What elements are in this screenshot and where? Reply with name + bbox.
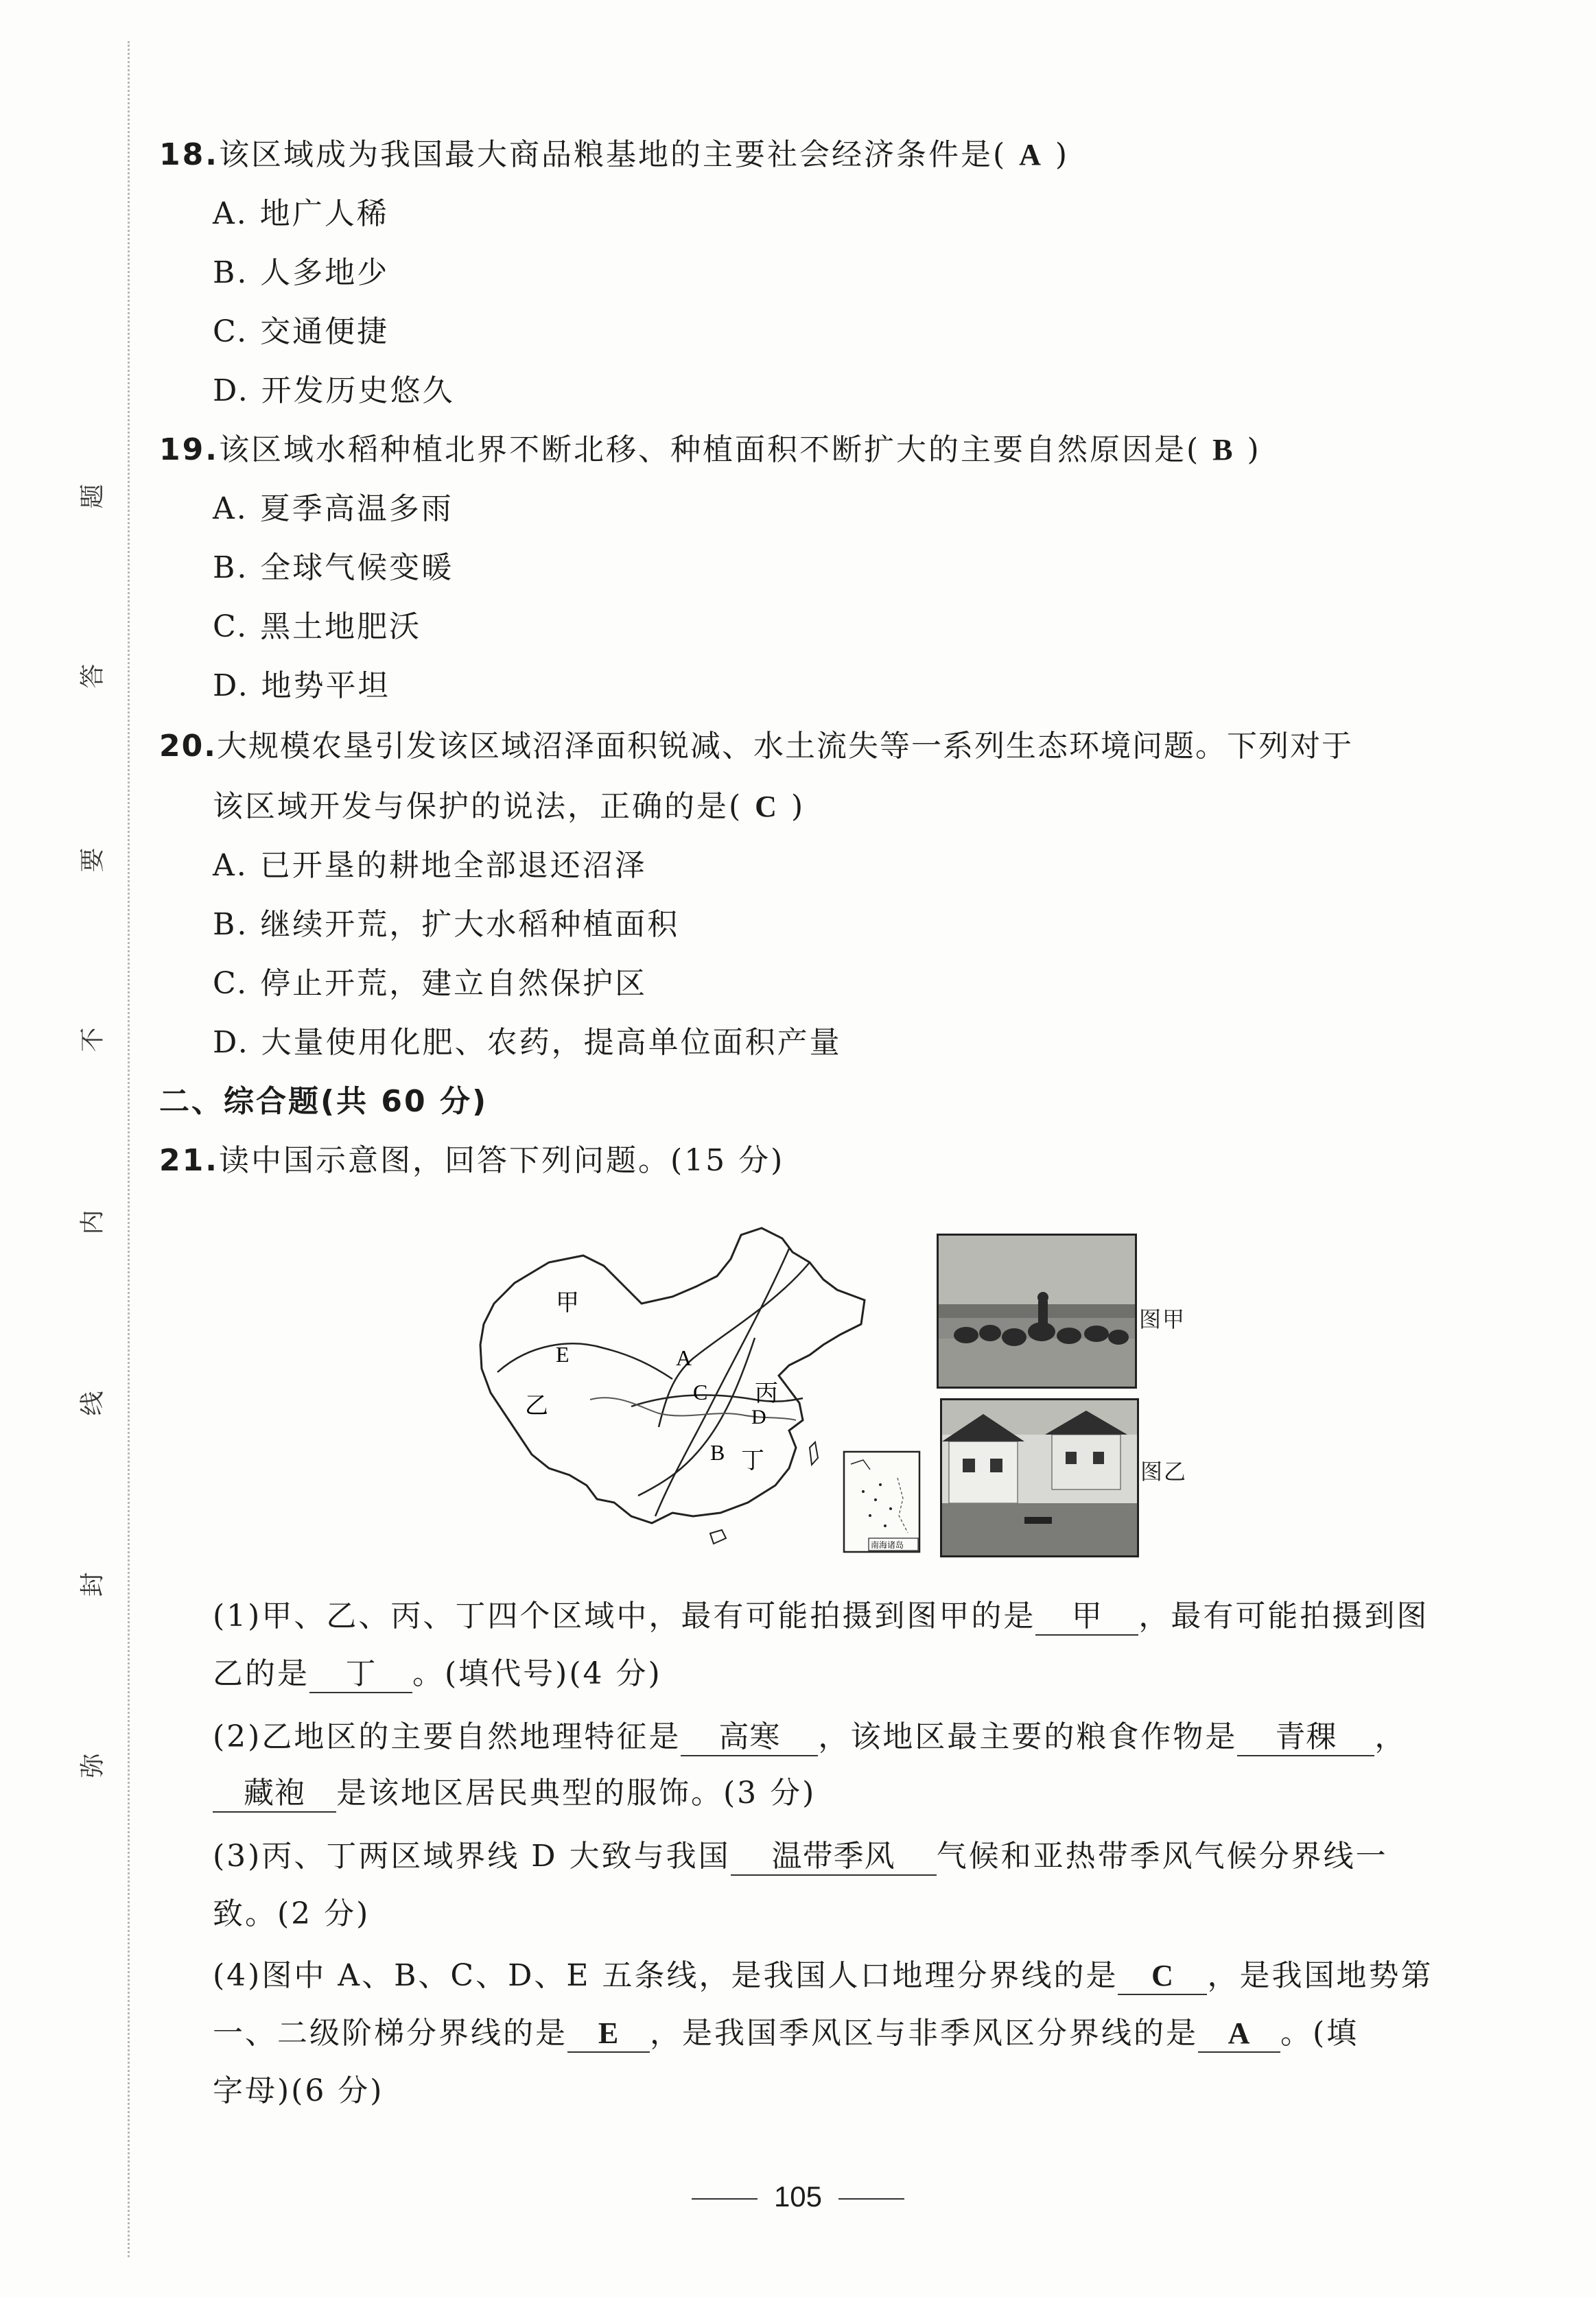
- q21-part1-line2: 乙的是 丁 。(填代号)(4 分): [213, 1653, 662, 1695]
- photo-yi-caption: 图乙: [1140, 1459, 1188, 1485]
- map-label-D: D: [751, 1406, 766, 1428]
- south-sea-inset-map: [843, 1450, 921, 1553]
- inset-label: 南海诸岛: [871, 1540, 904, 1550]
- q20-option-a: A. 已开垦的耕地全部退还沼泽: [213, 848, 647, 883]
- line-B: [638, 1338, 755, 1496]
- map-label-yi: 乙: [525, 1392, 548, 1420]
- q19-answer: B: [1212, 433, 1235, 467]
- photo-yi-water-town: [940, 1398, 1139, 1557]
- q18-answer: A: [1019, 138, 1043, 172]
- q21-part2-blank3: 藏袍: [213, 1776, 336, 1813]
- section-heading: 二、综合题(共 60 分): [159, 1084, 489, 1119]
- margin-char: 线: [78, 1391, 107, 1416]
- map-label-bing: 丙: [755, 1380, 778, 1407]
- map-label-C: C: [693, 1380, 708, 1404]
- q19-option-b: B. 全球气候变暖: [213, 550, 454, 585]
- q21-part3-blank1: 温带季风: [731, 1839, 937, 1876]
- q20-option-d: D. 大量使用化肥、农药，提高单位面积产量: [213, 1025, 842, 1060]
- margin-char: 要: [78, 847, 107, 873]
- q21-part2-blank2: 青稞: [1237, 1719, 1374, 1756]
- margin-char: 不: [78, 1027, 107, 1052]
- q18-stem: 18.该区域成为我国最大商品粮基地的主要社会经济条件是( A ): [159, 137, 1070, 172]
- q18-option-a: A. 地广人稀: [213, 196, 389, 231]
- line-E: [497, 1343, 672, 1379]
- q21-part4-blank1: C: [1118, 1958, 1207, 1995]
- margin-char: 题: [78, 484, 107, 509]
- q21-part2-line1: (2)乙地区的主要自然地理特征是 高寒 ，该地区最主要的粮食作物是 青稞 ，: [213, 1717, 1407, 1758]
- q20-stem-line1: 20.大规模农垦引发该区域沼泽面积锐减、水土流失等一系列生态环境问题。下列对于: [159, 729, 1353, 764]
- q21-part1-blank1: 甲: [1035, 1599, 1138, 1636]
- q19-option-a: A. 夏季高温多雨: [213, 491, 454, 526]
- map-label-ding: 丁: [741, 1447, 764, 1474]
- margin-char: 内: [78, 1210, 107, 1235]
- q19-stem: 19.该区域水稻种植北界不断北移、种植面积不断扩大的主要自然原因是( B ): [159, 432, 1261, 467]
- q18-option-d: D. 开发历史悠久: [213, 373, 455, 408]
- q21-part3-line2: 致。(2 分): [213, 1896, 371, 1931]
- hainan-island: [710, 1530, 726, 1544]
- q21-part2-line2: 藏袍 是该地区居民典型的服饰。(3 分): [213, 1773, 816, 1814]
- q20-stem-line2: 该区域开发与保护的说法，正确的是( C ): [213, 789, 806, 824]
- q19-option-d: D. 地势平坦: [213, 668, 390, 703]
- map-label-jia: 甲: [556, 1289, 579, 1317]
- page-number: 105: [0, 2180, 1596, 2213]
- q18-option-c: C. 交通便捷: [213, 314, 390, 349]
- photo-jia-grassland: [937, 1234, 1137, 1389]
- q21-part4-line3: 字母)(6 分): [213, 2073, 384, 2108]
- map-label-E: E: [556, 1342, 570, 1367]
- map-label-B: B: [710, 1440, 725, 1465]
- q20-answer: C: [755, 790, 779, 823]
- taiwan-island: [810, 1442, 818, 1465]
- q21-part3-line1: (3)丙、丁两区域界线 D 大致与我国 温带季风 气候和亚热带季风气候分界线一: [213, 1836, 1388, 1877]
- q21-part4-line2: 一、二级阶梯分界线的是 E ，是我国季风区与非季风区分界线的是 A 。(填: [213, 2013, 1359, 2054]
- q20-option-b: B. 继续开荒，扩大水稻种植面积: [213, 907, 680, 942]
- q21-part1-blank2: 丁: [309, 1656, 412, 1693]
- q21-part4-line1: (4)图中 A、B、C、D、E 五条线，是我国人口地理分界线的是 C ，是我国地势第: [213, 1955, 1433, 1996]
- q21-stem: 21.读中国示意图，回答下列问题。(15 分): [159, 1143, 785, 1178]
- q19-option-c: C. 黑土地肥沃: [213, 609, 422, 644]
- margin-char: 答: [78, 663, 107, 689]
- q21-part2-blank1: 高寒: [681, 1719, 818, 1756]
- binding-dotted-line: [128, 41, 130, 2257]
- q21-part4-blank2: E: [567, 2016, 650, 2053]
- photo-jia-caption: 图甲: [1139, 1306, 1186, 1332]
- q21-part4-blank3: A: [1198, 2016, 1280, 2053]
- map-label-A: A: [676, 1345, 692, 1370]
- q21-part1-line1: (1)甲、乙、丙、丁四个区域中，最有可能拍摄到图甲的是 甲 ，最有可能拍摄到图: [213, 1596, 1429, 1637]
- q20-option-c: C. 停止开荒，建立自然保护区: [213, 966, 648, 1001]
- margin-char: 弥: [78, 1753, 107, 1778]
- margin-char: 封: [78, 1572, 107, 1597]
- q18-option-b: B. 人多地少: [213, 255, 390, 290]
- line-A: [659, 1262, 810, 1427]
